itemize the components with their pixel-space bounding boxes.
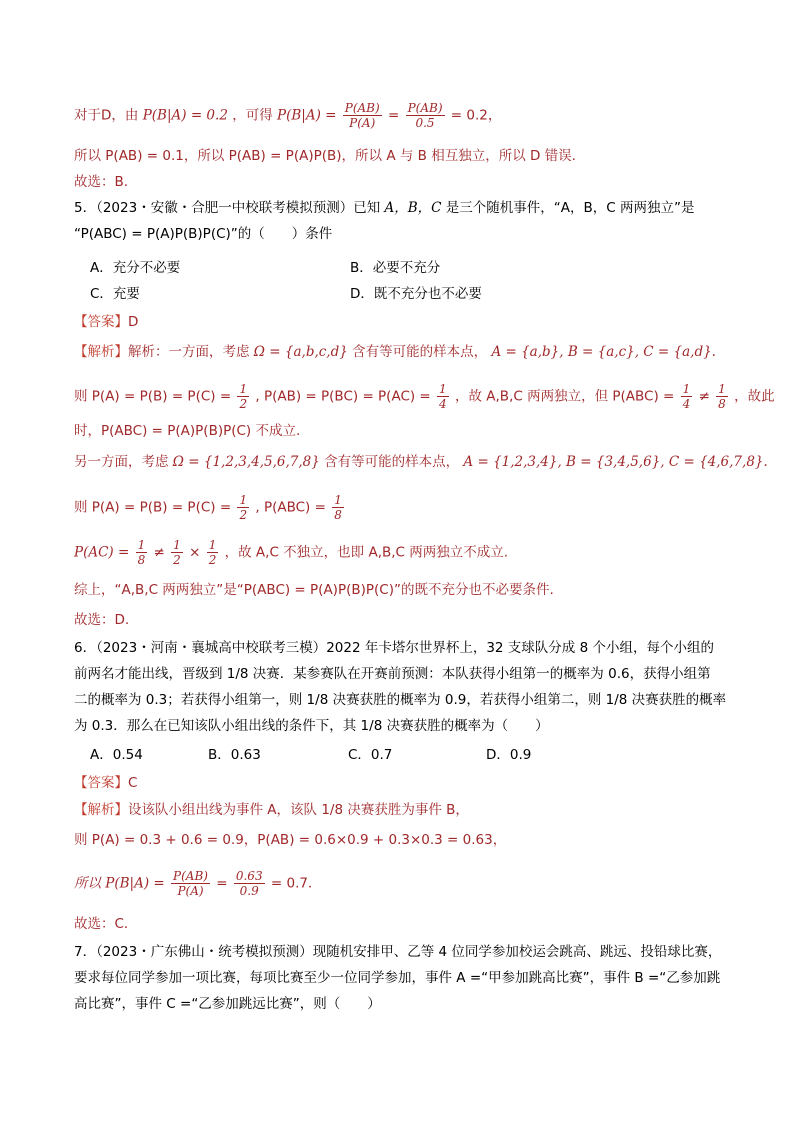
text: 解析：一方面，考虑 <box>128 344 250 360</box>
text: = <box>387 107 400 124</box>
fraction: $\frac{1}{2}$ <box>173 538 181 567</box>
q5-analysis-5 <box>74 493 346 522</box>
formula: A，B，C <box>384 200 442 216</box>
q6-option-a: A．0.54 <box>90 747 143 763</box>
final-choice: 故选：B. <box>74 174 129 190</box>
q5-option-c: C．充要 <box>90 286 140 302</box>
q6-option-d: D．0.9 <box>486 747 532 763</box>
formula: P(AC) = <box>74 544 130 561</box>
formula: Ω = {1,2,3,4,5,6,7,8} <box>172 454 320 470</box>
q6-option-c: C．0.7 <box>348 747 393 763</box>
text: ，可得 <box>232 107 273 124</box>
q5-option-a: A．充分不必要 <box>90 260 181 276</box>
fraction: $\frac{1}{4}$ <box>439 382 447 411</box>
question-5-stem-cont: “P(ABC) = P(A)P(B)P(C)”的（ ）条件 <box>74 226 333 242</box>
q5-analysis-4 <box>74 452 768 472</box>
fraction: $\frac{1}{2}$ <box>208 538 217 567</box>
q5-analysis-2 <box>74 382 775 411</box>
q6-analysis-3 <box>74 869 321 898</box>
text: 则 P(A) = P(B) = P(C) = <box>74 499 232 516</box>
question-7-line-2: 要求每位同学参加一项比赛，每项比赛至少一位同学参加，事件 A =“甲参加跳高比赛”，事件 B =“乙参加跳 <box>74 970 721 986</box>
analysis-line: 所以 P(AB) = 0.1，所以 P(AB) = P(A)P(B)，所以 A 与 B 相互独立，所以 D 错误. <box>74 148 576 164</box>
text: 5．（2023・安徽・合肥一中校联考模拟预测）已知 <box>74 200 381 216</box>
fraction: $\frac{1}{2}$ <box>239 382 248 411</box>
question-6-line-3: 二的概率为 0.3；若获得小组第一，则 1/8 决赛获胜的概率为 0.9，若获得小组第二，则 1/8 决赛获胜的概率 <box>74 692 727 708</box>
q5-analysis-3: 时，P(ABC) = P(A)P(B)P(C) 不成立. <box>74 423 301 439</box>
text: , P(ABC) = <box>255 499 326 516</box>
fraction: $\frac{P(AB)}{P(A)}$ <box>173 869 208 898</box>
text: 含有等可能的样本点， <box>352 344 488 360</box>
q6-final-choice: 故选：C． <box>74 916 138 932</box>
q6-option-b: B．0.63 <box>208 747 261 763</box>
text: 则 P(A) = P(B) = P(C) = <box>74 388 232 405</box>
fraction: $\frac{1}{4}$ <box>682 382 691 411</box>
formula: P(B|A) = <box>277 107 337 124</box>
q5-analysis-1 <box>74 342 716 362</box>
formula: Ω = {a,b,c,d} <box>253 344 348 360</box>
text: 是三个随机事件，“A，B，C 两两独立”是 <box>445 200 695 216</box>
text: × <box>189 544 201 561</box>
answer-label: 【答案】 <box>74 314 128 330</box>
text: ，故 A,C 不独立，也即 A,B,C 两两独立不成立. <box>224 544 509 561</box>
text: 设该队小组出线为事件 A，该队 1/8 决赛获胜为事件 B， <box>128 802 469 818</box>
question-6-line-1: 6．（2023・河南・襄城高中校联考三模）2022 年卡塔尔世界杯上，32 支球队分成 8 个小组，每个小组的 <box>74 640 714 656</box>
analysis-label: 【解析】 <box>74 802 128 818</box>
fraction: $\frac{1}{8}$ <box>334 493 342 522</box>
text: ，故此 <box>734 388 775 405</box>
answer-value: C <box>128 775 138 791</box>
text: ≠ <box>698 388 710 405</box>
text: ，故 A,B,C 两两独立，但 P(ABC) = <box>454 388 675 405</box>
fraction: $\frac{P(AB)}{P(A)}$ <box>344 101 380 130</box>
text: = 0.2， <box>450 107 502 124</box>
q5-final-choice: 故选：D. <box>74 612 130 628</box>
text: = <box>216 875 228 892</box>
q5-analysis-7: 综上，“A,B,C 两两独立”是“P(ABC) = P(A)P(B)P(C)”的既不充分也不必要条件. <box>74 582 554 598</box>
formula: 所以 P(B|A) = <box>74 875 165 892</box>
q5-answer <box>74 312 138 332</box>
fraction: $\frac{0.63}{0.9}$ <box>235 869 263 898</box>
text: ≠ <box>153 544 165 561</box>
question-5-stem <box>74 198 695 218</box>
question-6-line-4: 为 0.3．那么在已知该队小组出线的条件下，其 1/8 决赛获胜的概率为（ ） <box>74 718 549 734</box>
d-option-analysis-line <box>74 101 501 130</box>
formula: P(B|A) = 0.2 <box>142 107 228 124</box>
q5-analysis-6 <box>74 538 508 567</box>
question-7-line-3: 高比赛”，事件 C =“乙参加跳远比赛”，则（ ） <box>74 996 381 1012</box>
formula: A = {1,2,3,4}, B = {3,4,5,6}, C = {4,6,7,8}. <box>463 454 768 470</box>
fraction: $\frac{1}{8}$ <box>137 538 146 567</box>
q6-answer <box>74 773 137 793</box>
analysis-label: 【解析】 <box>74 344 128 360</box>
fraction: $\frac{P(AB)}{0.5}$ <box>407 101 443 130</box>
q6-analysis-1 <box>74 800 469 820</box>
question-6-line-2: 前两名才能出线，晋级到 1/8 决赛．某参赛队在开赛前预测：本队获得小组第一的概率为 0.6，获得小组第 <box>74 666 711 682</box>
q5-option-d: D．既不充分也不必要 <box>350 286 482 302</box>
text: 对于D，由 <box>74 107 139 124</box>
fraction: $\frac{1}{2}$ <box>239 493 248 522</box>
text: 含有等可能的样本点， <box>324 454 460 470</box>
text: = 0.7． <box>270 875 322 892</box>
q6-analysis-2: 则 P(A) = 0.3 + 0.6 = 0.9，P(AB) = 0.6×0.9 + 0.3×0.3 = 0.63， <box>74 832 507 848</box>
question-7-line-1: 7．（2023・广东佛山・统考模拟预测）现随机安排甲、乙等 4 位同学参加校运会跳高、跳远、投铅球比赛， <box>74 944 722 960</box>
text: , P(AB) = P(BC) = P(AC) = <box>255 388 431 405</box>
fraction: $\frac{1}{8}$ <box>718 382 726 411</box>
q5-option-b: B．必要不充分 <box>350 260 441 276</box>
formula: A = {a,b}, B = {a,c}, C = {a,d}. <box>491 344 716 360</box>
answer-value: D <box>128 314 139 330</box>
text: 另一方面，考虑 <box>74 454 169 470</box>
answer-label: 【答案】 <box>74 775 128 791</box>
